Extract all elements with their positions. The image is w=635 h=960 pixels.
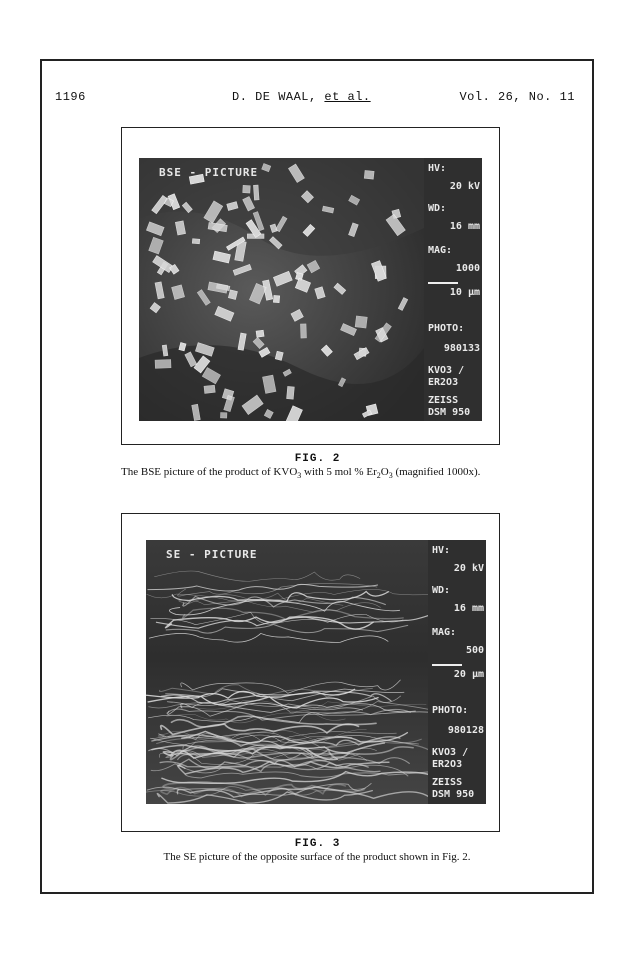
figure-3-frame — [121, 513, 500, 832]
mag-label: MAG: — [432, 627, 457, 638]
photo-label: PHOTO: — [428, 323, 465, 334]
crystal-particle — [355, 316, 367, 328]
scale-value: 10 µm — [449, 287, 480, 298]
instrument-line-1: ZEISS — [428, 395, 459, 406]
scale-bar — [428, 282, 458, 284]
hv-value: 20 kV — [453, 563, 484, 574]
crystal-particle — [243, 185, 251, 193]
photo-label: PHOTO: — [432, 705, 469, 716]
figure-2-micrograph — [139, 158, 482, 421]
mag-value: 1000 — [455, 263, 480, 274]
sem-info-panel — [428, 540, 486, 804]
figure-3-micrograph — [146, 540, 486, 804]
photo-value: 980133 — [443, 343, 480, 354]
hv-value: 20 kV — [449, 181, 480, 192]
figure-2-title: FIG. 2 — [294, 453, 341, 465]
caption-text: O — [380, 466, 389, 478]
crystal-particle — [204, 385, 215, 393]
image-mode-label: SE - PICTURE — [166, 548, 258, 561]
hv-label: HV: — [432, 545, 451, 556]
crystal-particle — [220, 413, 226, 418]
crystal-particle — [192, 239, 200, 244]
sample-line-2: ER2O3 — [428, 377, 459, 388]
sem-info-panel — [424, 158, 482, 421]
figure-3-title: FIG. 3 — [294, 838, 341, 850]
caption-subscript: 2 — [376, 471, 381, 481]
figure-3-caption: The SE picture of the opposite surface of the product shown in Fig. 2. — [163, 851, 471, 863]
photo-value: 980128 — [447, 725, 484, 736]
wd-value: 16 mm — [453, 603, 484, 614]
crystal-particle — [253, 185, 259, 200]
sample-line-1: KVO3 / — [428, 365, 465, 376]
page-number: 1196 — [55, 90, 86, 104]
crystal-particle — [273, 295, 279, 302]
crystal-particle — [256, 330, 264, 337]
instrument-line-1: ZEISS — [432, 777, 463, 788]
instrument-line-2: DSM 950 — [428, 407, 471, 418]
figure-2-caption — [121, 466, 501, 482]
scale-value: 20 µm — [453, 669, 484, 680]
caption-text: with 5 mol % Er — [301, 466, 377, 478]
journal-reference: Vol. 26, No. 11 — [459, 90, 575, 104]
wd-label: WD: — [432, 585, 451, 596]
sample-line-2: ER2O3 — [432, 759, 463, 770]
mag-value: 500 — [465, 645, 484, 656]
crystal-particle — [300, 324, 306, 338]
crystal-particle — [287, 386, 295, 399]
wd-label: WD: — [428, 203, 447, 214]
hv-label: HV: — [428, 163, 447, 174]
mag-label: MAG: — [428, 245, 453, 256]
running-head-authors — [232, 90, 371, 104]
figure-2-frame — [121, 127, 500, 445]
caption-subscript: 3 — [297, 471, 302, 481]
authors-etal: et al. — [324, 90, 371, 104]
caption-text: (magnified 1000x). — [392, 466, 481, 478]
crystal-particle — [155, 360, 171, 369]
wd-value: 16 mm — [449, 221, 480, 232]
scale-bar — [432, 664, 462, 666]
caption-subscript: 3 — [388, 471, 393, 481]
image-mode-label: BSE - PICTURE — [159, 166, 259, 179]
instrument-line-2: DSM 950 — [432, 789, 475, 800]
crystal-particle — [228, 290, 237, 300]
authors: D. DE WAAL, — [232, 90, 325, 104]
sample-line-1: KVO3 / — [432, 747, 469, 758]
caption-text: The BSE picture of the product of KVO — [121, 466, 298, 478]
crystal-particle — [364, 170, 374, 179]
